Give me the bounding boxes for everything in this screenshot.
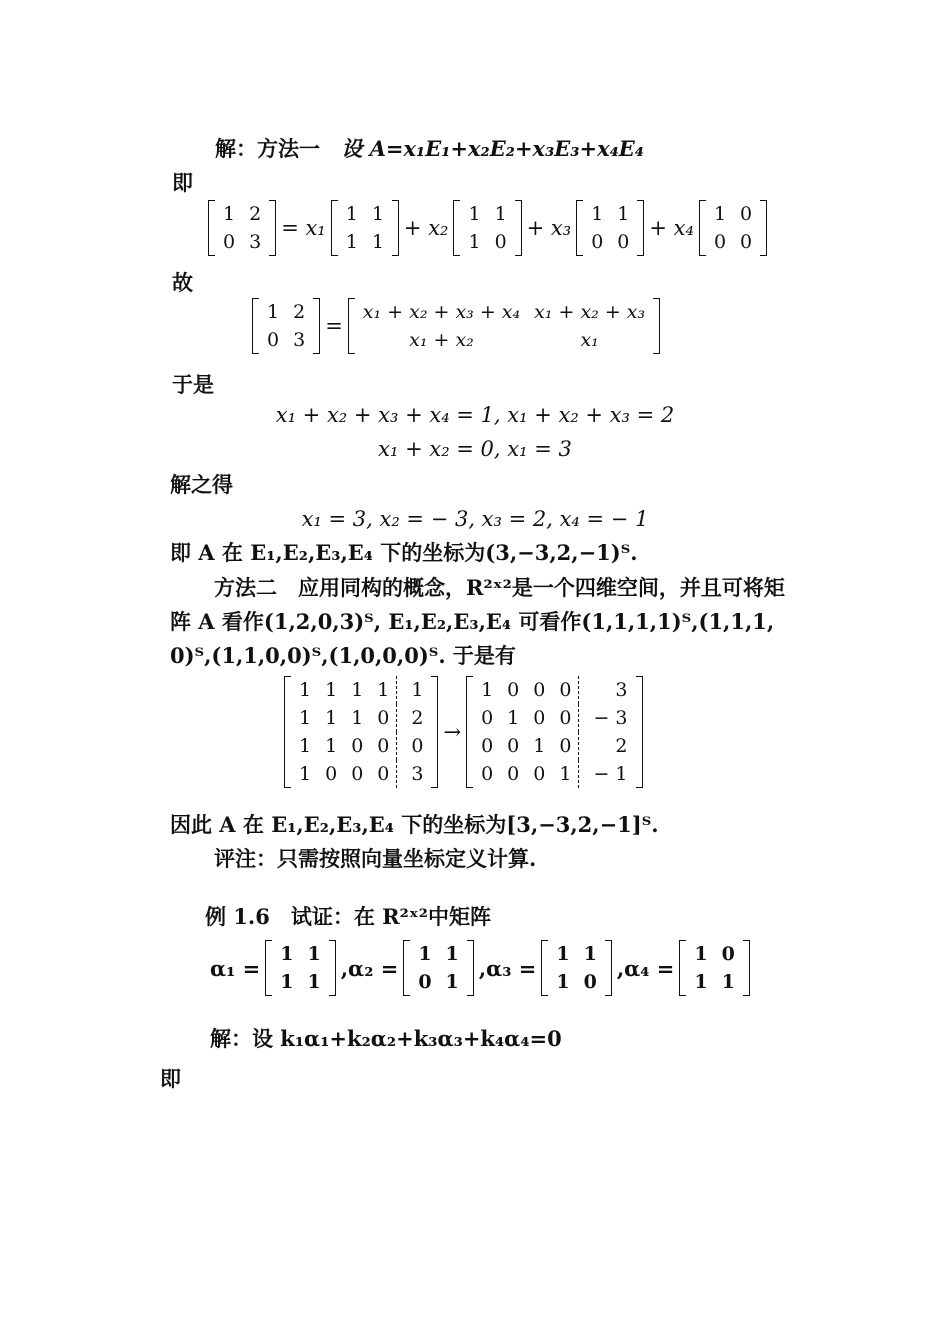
matrix-cell: 0 [533, 679, 546, 701]
method2-para-1: 方法二 应用同构的概念，R²ˣ²是一个四维空间，并且可将矩 [214, 575, 785, 600]
matrix-E3 [576, 200, 644, 256]
matrix-cell: 0 [533, 763, 546, 785]
matrix-row [461, 200, 513, 228]
matrix-A [208, 200, 276, 256]
matrix-cell: 0 [583, 971, 597, 993]
matrix-cell: 0 [325, 763, 338, 785]
matrix-row [292, 676, 430, 704]
matrix-cell: 0 [351, 763, 364, 785]
matrix-cell: x₁ + x₂ + x₃ [534, 301, 646, 323]
example-title: 例 1.6 试证：在 R²ˣ²中矩阵 [205, 904, 491, 929]
solution-line: x₁ = 3, x₂ = − 3, x₃ = 2, x₄ = − 1 [301, 507, 649, 531]
matrix-row [411, 940, 465, 968]
augmented-matrix-left [284, 676, 438, 788]
matrix-cell: 1 [351, 679, 364, 701]
matrix-cell: 1 [468, 231, 481, 253]
matrix-cell: 2 [249, 203, 262, 225]
matrix-cell: 1 [556, 971, 570, 993]
matrix-cell: 0 [377, 763, 390, 785]
label-yushi: 于是 [172, 372, 214, 397]
matrix-row [292, 704, 430, 732]
matrix-row [356, 326, 652, 354]
system-line-1: x₁ + x₂ + x₃ + x₄ = 1, x₁ + x₂ + x₃ = 2 [275, 403, 675, 427]
matrix-cell: 1 [307, 971, 321, 993]
matrix-cell: 0 [507, 679, 520, 701]
matrix-row [474, 676, 634, 704]
matrix-cell: 2 [293, 301, 306, 323]
matrix-cell: 0 [481, 763, 494, 785]
matrix-row [584, 200, 636, 228]
matrix-row [584, 228, 636, 256]
method1-heading: 解：方法一 设 A=x₁E₁+x₂E₂+x₃E₃+x₄E₄ [215, 136, 644, 161]
matrix-cell: 1 [713, 203, 727, 225]
matrix-combined [348, 298, 660, 354]
matrix-cell: 0 [591, 231, 604, 253]
matrix-cell: 0 [418, 971, 432, 993]
matrix-cell: 1 [721, 971, 735, 993]
matrix-cell: 1 [397, 676, 431, 704]
matrix-cell: 1 [280, 943, 294, 965]
matrix-row [292, 732, 430, 760]
matrix-row [273, 940, 327, 968]
matrix-cell: 1 [694, 943, 708, 965]
matrix-cell: 0 [559, 679, 572, 701]
matrix-cell: 0 [481, 707, 494, 729]
matrix-cell: 1 [280, 971, 294, 993]
remark: 评注：只需按照向量坐标定义计算. [214, 846, 537, 871]
matrix-cell: 1 [377, 679, 390, 701]
matrix-alpha1 [265, 940, 335, 996]
matrix-row [687, 968, 741, 996]
matrix-cell: 0 [559, 707, 572, 729]
matrix-cell: 0 [377, 735, 390, 757]
matrix-row [549, 940, 603, 968]
matrix-cell: 2 [579, 732, 635, 760]
matrix-cell: 1 [583, 943, 597, 965]
matrix-cell: 0 [223, 231, 236, 253]
matrix-cell: 1 [325, 735, 338, 757]
matrix-A-2 [252, 298, 320, 354]
label-jiezhide: 解之得 [170, 472, 233, 497]
matrix-cell: 0 [397, 732, 431, 760]
matrix-row [474, 704, 634, 732]
matrix-cell: 1 [345, 231, 358, 253]
label-ji: 即 [172, 170, 193, 195]
matrix-cell: 0 [740, 231, 753, 253]
matrix-cell: 1 [556, 943, 570, 965]
matrix-cell: x₁ [580, 329, 599, 351]
matrix-cell: 1 [325, 679, 338, 701]
matrix-row [356, 298, 652, 326]
example-matrices: α₁ = 1 1 1 1 ,α₂ = 1 1 0 1 ,α₃ = 1 1 1 0 ,α₄ = 1 0 1 1 [205, 940, 750, 996]
matrix-cell: 0 [740, 203, 753, 225]
method2-conclusion: 因此 A 在 E₁,E₂,E₃,E₄ 下的坐标为[3,−3,2,−1]ᵀ. [170, 812, 659, 837]
matrix-cell: 3 [579, 676, 635, 704]
matrix-cell: 1 [299, 679, 312, 701]
matrix-cell: 0 [267, 329, 280, 351]
matrix-cell: 1 [507, 707, 520, 729]
matrix-cell: 1 [351, 707, 364, 729]
matrix-cell: 1 [418, 943, 432, 965]
matrix-row [216, 228, 268, 256]
matrix-cell: 0 [559, 735, 572, 757]
row-reduction: 1 1 1 1 1 1 1 1 0 2 1 1 0 0 0 1 0 0 0 3 → 1 0 0 0 3 0 1 0 0 − 3 0 0 1 0 2 0 0 0 1 − 1 [284, 676, 643, 788]
matrix-row [260, 298, 312, 326]
matrix-cell: 0 [481, 735, 494, 757]
matrix-row [707, 228, 759, 256]
matrix-cell: 1 [694, 971, 708, 993]
equation-expansion: 1 2 0 3 = x₁ 1 1 1 1 + x₂ 1 1 1 0 + x₃ 1 1 0 0 + x₄ 1 0 0 0 [208, 200, 767, 256]
matrix-cell: 1 [559, 763, 572, 785]
matrix-row [474, 760, 634, 788]
matrix-cell: 0 [713, 231, 727, 253]
matrix-cell: 0 [507, 763, 520, 785]
matrix-cell: 2 [397, 704, 431, 732]
matrix-alpha3 [541, 940, 611, 996]
matrix-cell: 3 [293, 329, 306, 351]
label-gu: 故 [172, 270, 193, 295]
matrix-cell: 1 [299, 763, 312, 785]
matrix-cell: 1 [223, 203, 236, 225]
matrix-cell: 1 [617, 203, 630, 225]
matrix-cell: x₁ + x₂ [409, 329, 474, 351]
matrix-alpha4 [679, 940, 749, 996]
matrix-cell: 1 [494, 203, 507, 225]
matrix-row [474, 732, 634, 760]
matrix-row [292, 760, 430, 788]
matrix-cell: 3 [397, 760, 431, 788]
matrix-cell: 1 [325, 707, 338, 729]
matrix-E4 [699, 200, 767, 256]
system-line-2: x₁ + x₂ = 0, x₁ = 3 [378, 437, 572, 461]
matrix-cell: 3 [249, 231, 262, 253]
matrix-cell: − 3 [579, 704, 635, 732]
matrix-cell: 0 [351, 735, 364, 757]
matrix-row [461, 228, 513, 256]
matrix-cell: 0 [377, 707, 390, 729]
matrix-cell: x₁ + x₂ + x₃ + x₄ [362, 301, 521, 323]
equation-combined: 1 2 0 3 = x₁ + x₂ + x₃ + x₄ x₁ + x₂ + x₃ x₁ + x₂ x₁ [252, 298, 660, 354]
example-solution: 解：设 k₁α₁+k₂α₂+k₃α₃+k₄α₄=0 [210, 1026, 562, 1051]
matrix-cell: 1 [445, 971, 459, 993]
matrix-cell: 1 [371, 203, 384, 225]
matrix-cell: 1 [267, 301, 280, 323]
matrix-row [687, 940, 741, 968]
matrix-row [549, 968, 603, 996]
method1-conclusion: 即 A 在 E₁,E₂,E₃,E₄ 下的坐标为(3,−3,2,−1)ᵀ. [170, 540, 638, 565]
matrix-cell: 0 [617, 231, 630, 253]
matrix-cell: 1 [299, 707, 312, 729]
matrix-row [273, 968, 327, 996]
example-label-ji: 即 [160, 1066, 181, 1091]
matrix-cell: 1 [445, 943, 459, 965]
matrix-row [216, 200, 268, 228]
matrix-cell: 0 [507, 735, 520, 757]
matrix-row [339, 200, 391, 228]
method2-para-3: 0)ᵀ,(1,1,0,0)ᵀ,(1,0,0,0)ᵀ. 于是有 [170, 643, 516, 668]
matrix-row [411, 968, 465, 996]
matrix-cell: 1 [345, 203, 358, 225]
matrix-cell: 1 [591, 203, 604, 225]
matrix-E1 [331, 200, 399, 256]
matrix-row [339, 228, 391, 256]
matrix-cell: 0 [494, 231, 507, 253]
matrix-cell: 0 [721, 943, 735, 965]
augmented-matrix-right [466, 676, 642, 788]
matrix-alpha2 [403, 940, 473, 996]
matrix-cell: 0 [533, 707, 546, 729]
matrix-E2 [453, 200, 521, 256]
matrix-cell: 1 [481, 679, 494, 701]
matrix-row [707, 200, 759, 228]
matrix-cell: 1 [533, 735, 546, 757]
matrix-cell: 1 [299, 735, 312, 757]
matrix-cell: 1 [307, 943, 321, 965]
method2-para-2: 阵 A 看作(1,2,0,3)ᵀ, E₁,E₂,E₃,E₄ 可看作(1,1,1,1)ᵀ,(1,1,1, [170, 609, 775, 634]
matrix-cell: 1 [371, 231, 384, 253]
matrix-cell: 1 [468, 203, 481, 225]
matrix-row [260, 326, 312, 354]
matrix-cell: − 1 [579, 760, 635, 788]
